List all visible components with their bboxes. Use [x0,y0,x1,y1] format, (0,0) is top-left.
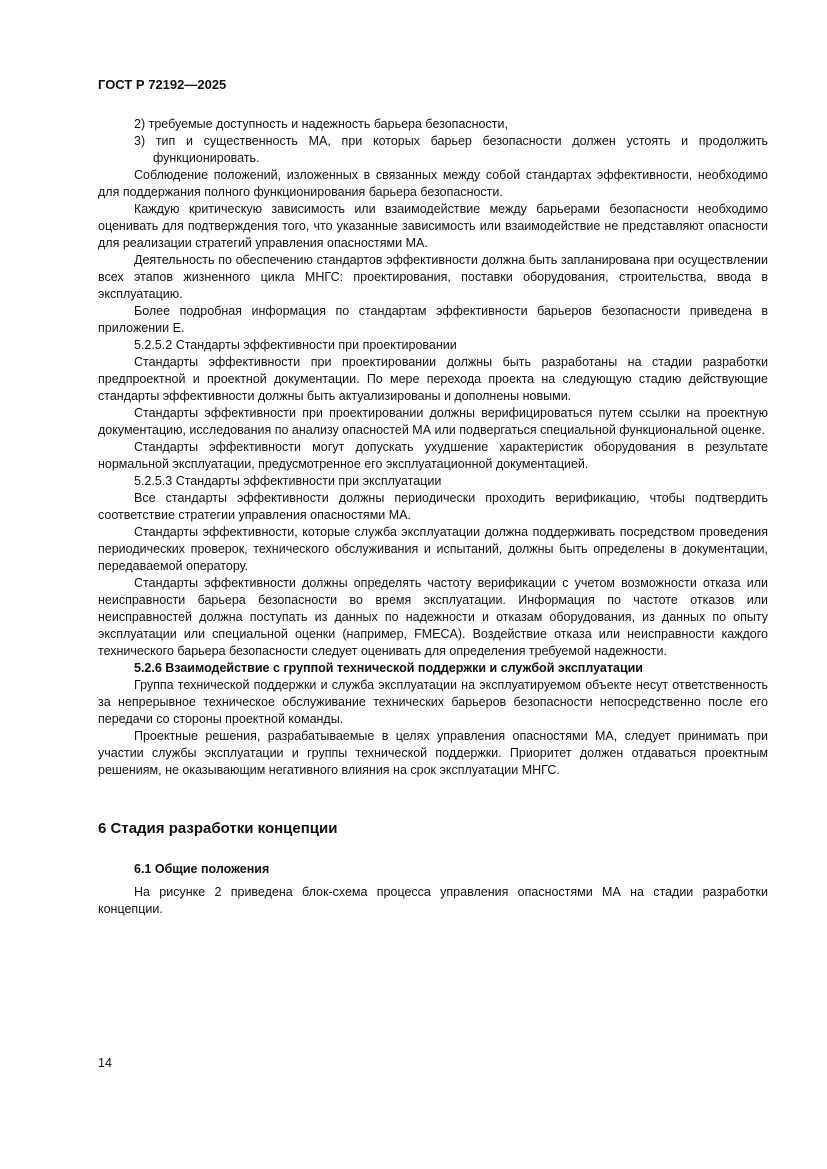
paragraph: На рисунке 2 приведена блок-схема процесса управления опасностями МА на стадии разработки концепции. [98,885,768,916]
paragraph: Каждую критическую зависимость или взаимодействие между барьерами безопасности необходимо оценивать для подтверждения того, что указанные зависимость или взаимодействие не представляют опасности для реализации стратегий управления опасностями МА. [98,202,768,250]
paragraph: Все стандарты эффективности должны периодически проходить верификацию, чтобы подтвердить соответствие стратегии управления опасностями МА. [98,491,768,522]
clause-heading-5-2-5-2: 5.2.5.2 Стандарты эффективности при проектировании [134,338,457,352]
paragraph: Стандарты эффективности при проектировании должны верифицироваться путем ссылки на проектную документацию, исследования по анализу опасностей МА или подвергаться специальной функциональной оценке. [98,406,768,437]
paragraph: Стандарты эффективности могут допускать ухудшение характеристик оборудования в результате нормальной эксплуатации, предусмотренное его эксплуатационной документацией. [98,440,768,471]
clause-heading-5-2-5-3: 5.2.5.3 Стандарты эффективности при эксплуатации [134,474,442,488]
paragraph: Стандарты эффективности, которые служба эксплуатации должна поддерживать посредством проведения периодических проверок, технического обслуживания и испытаний, должны быть определены в документации, передаваемой оператору. [98,525,768,573]
section-text [98,884,768,918]
paragraph: Стандарты эффективности должны определять частоту верификации с учетом возможности отказа или неисправности барьера безопасности во время эксплуатации. Информация по частоте отказов или неисправностей должна поступать из данных по надежности и отказам оборудования, из данных по опыту эксплуатации или специальной оценки (например, FMECA). Воздействие отказа или неисправности каждого технического барьера безопасности следует оценивать для определения требуемой надежности. [98,576,768,658]
clause-heading-5-2-6: 5.2.6 Взаимодействие с группой технической поддержки и службой эксплуатации [134,661,643,675]
section-heading: 6 Стадия разработки концепции [98,820,338,837]
document-header: ГОСТ Р 72192—2025 [98,77,227,92]
paragraph: Группа технической поддержки и служба эксплуатации на эксплуатируемом объекте несут ответственность за непрерывное техническое обслуживание технических барьеров безопасности непосредственно после его передачи со стороны проектной команды. [98,678,768,726]
paragraph: Соблюдение положений, изложенных в связанных между собой стандартах эффективности, необходимо для поддержания полного функционирования барьера безопасности. [98,168,768,199]
paragraph: Деятельность по обеспечению стандартов эффективности должна быть запланирована при осуществлении всех этапов жизненного цикла МНГС: проектирования, поставки оборудования, строительства, ввода в эксплуатацию. [98,253,768,301]
subsection-heading: 6.1 Общие положения [134,862,270,876]
paragraph: Более подробная информация по стандартам эффективности барьеров безопасности приведена в приложении Е. [98,304,768,335]
list-item: 3) тип и существенность МА, при которых барьер безопасности должен устоять и продолжить функционировать. [134,134,768,165]
page-number: 14 [98,1056,112,1070]
paragraph: Проектные решения, разрабатываемые в целях управления опасностями МА, следует принимать при участии службы эксплуатации и группы технической поддержки. Приоритет должен отдаваться проектным решениям, не оказывающим негативного влияния на срок эксплуатации МНГС. [98,729,768,777]
body-text [98,116,768,779]
list-item: 2) требуемые доступность и надежность барьера безопасности, [134,117,508,131]
paragraph: Стандарты эффективности при проектировании должны быть разработаны на стадии разработки предпроектной и проектной документации. По мере перехода проекта на следующую стадию действующие стандарты эффективности должны быть актуализированы и дополнены новыми. [98,355,768,403]
